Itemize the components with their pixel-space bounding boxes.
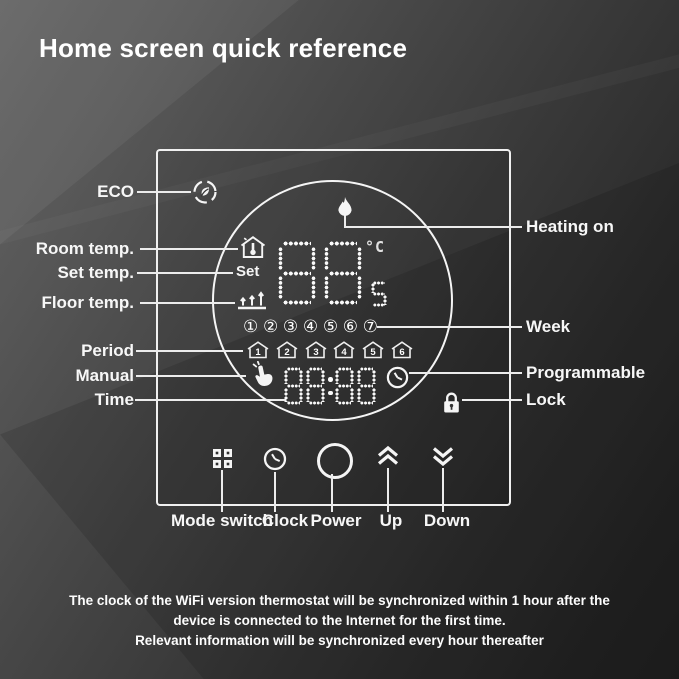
leader-line-heating [344,226,522,228]
svg-text:6: 6 [399,347,405,359]
page-title: Home screen quick reference [39,33,408,63]
week-day-5: ⑤ [322,317,339,337]
callout-label-manual: Manual [75,366,134,385]
time-digit [284,367,303,405]
callout-label-time: Time [94,390,134,409]
time-digit [357,367,376,405]
connector-clock [274,472,276,512]
leader-line-floor-temp [140,302,235,304]
temp-digit [324,241,362,305]
programmable-clock-icon [386,366,409,389]
week-day-4: ④ [302,317,319,337]
clock-button[interactable] [263,447,287,471]
svg-text:3: 3 [312,347,319,359]
button-label-power: Power [310,511,362,530]
temp-digit [278,241,316,305]
week-day-2: ② [262,317,279,337]
leader-line-eco [137,191,191,193]
leader-line-room-temp [140,248,238,250]
button-label-down: Down [423,511,471,530]
week-day-indicators [243,317,378,338]
week-day-7: ⑦ [362,317,378,337]
eco-icon [191,178,219,206]
week-day-6: ⑥ [342,317,359,337]
period-4-icon [333,341,355,359]
callout-label-floor-temp: Floor temp. [41,293,134,312]
footer-line-3: Relevant information will be synchronized every hour thereafter [135,633,544,648]
leader-line-time [135,399,286,401]
up-button[interactable] [375,445,401,467]
callout-label-room-temp: Room temp. [35,239,134,258]
period-1-icon [247,341,269,359]
callout-label-heating-on: Heating on [526,217,614,236]
period-2-icon [276,341,298,359]
room-temp-icon [240,235,266,260]
connector-down [442,468,444,512]
leader-line-programmable [409,372,522,374]
time-digit [335,367,354,405]
callout-label-lock: Lock [526,390,566,409]
callout-label-week: Week [526,317,571,336]
mode-switch-button[interactable] [212,448,233,469]
connector-mode-switch [221,470,223,512]
callout-label-eco: ECO [97,182,134,201]
period-3-icon [305,341,327,359]
manual-hand-icon [248,361,275,390]
time-colon [327,372,333,400]
footer-note [0,591,679,651]
floor-temp-icon [237,289,267,310]
temp-unit: °C [365,238,386,256]
footer-line-1: The clock of the WiFi version thermostat will be synchronized within 1 hour after the [69,593,610,608]
week-day-3: ③ [282,317,299,337]
period-6-icon [391,341,413,359]
callout-label-set-temp: Set temp. [57,263,134,282]
power-button[interactable] [317,443,353,479]
time-digit [306,367,325,405]
leader-line-manual [136,375,246,377]
lock-icon [442,391,461,414]
svg-text:2: 2 [284,347,290,359]
callout-label-period: Period [81,341,134,360]
svg-text:1: 1 [255,347,261,359]
button-label-clock: Clock [261,511,309,530]
week-day-1: ① [243,317,259,337]
leader-line-week [377,326,522,328]
button-label-up: Up [379,511,403,530]
heating-flame-icon [336,196,354,220]
period-5-icon [362,341,384,359]
leader-line-set-temp [137,272,233,274]
leader-line-lock [462,399,522,401]
set-indicator-label: Set [236,263,260,280]
mode-digit [371,281,387,307]
callout-label-programmable: Programmable [526,363,646,382]
button-label-mode-switch: Mode switch [170,511,273,530]
svg-text:4: 4 [341,347,348,359]
down-button[interactable] [430,445,456,467]
svg-text:5: 5 [370,347,376,359]
leader-line-period [136,350,243,352]
connector-power [331,474,333,512]
period-indicators [247,341,413,359]
footer-line-2: device is connected to the Internet for the first time. [173,613,506,628]
connector-up [387,468,389,512]
